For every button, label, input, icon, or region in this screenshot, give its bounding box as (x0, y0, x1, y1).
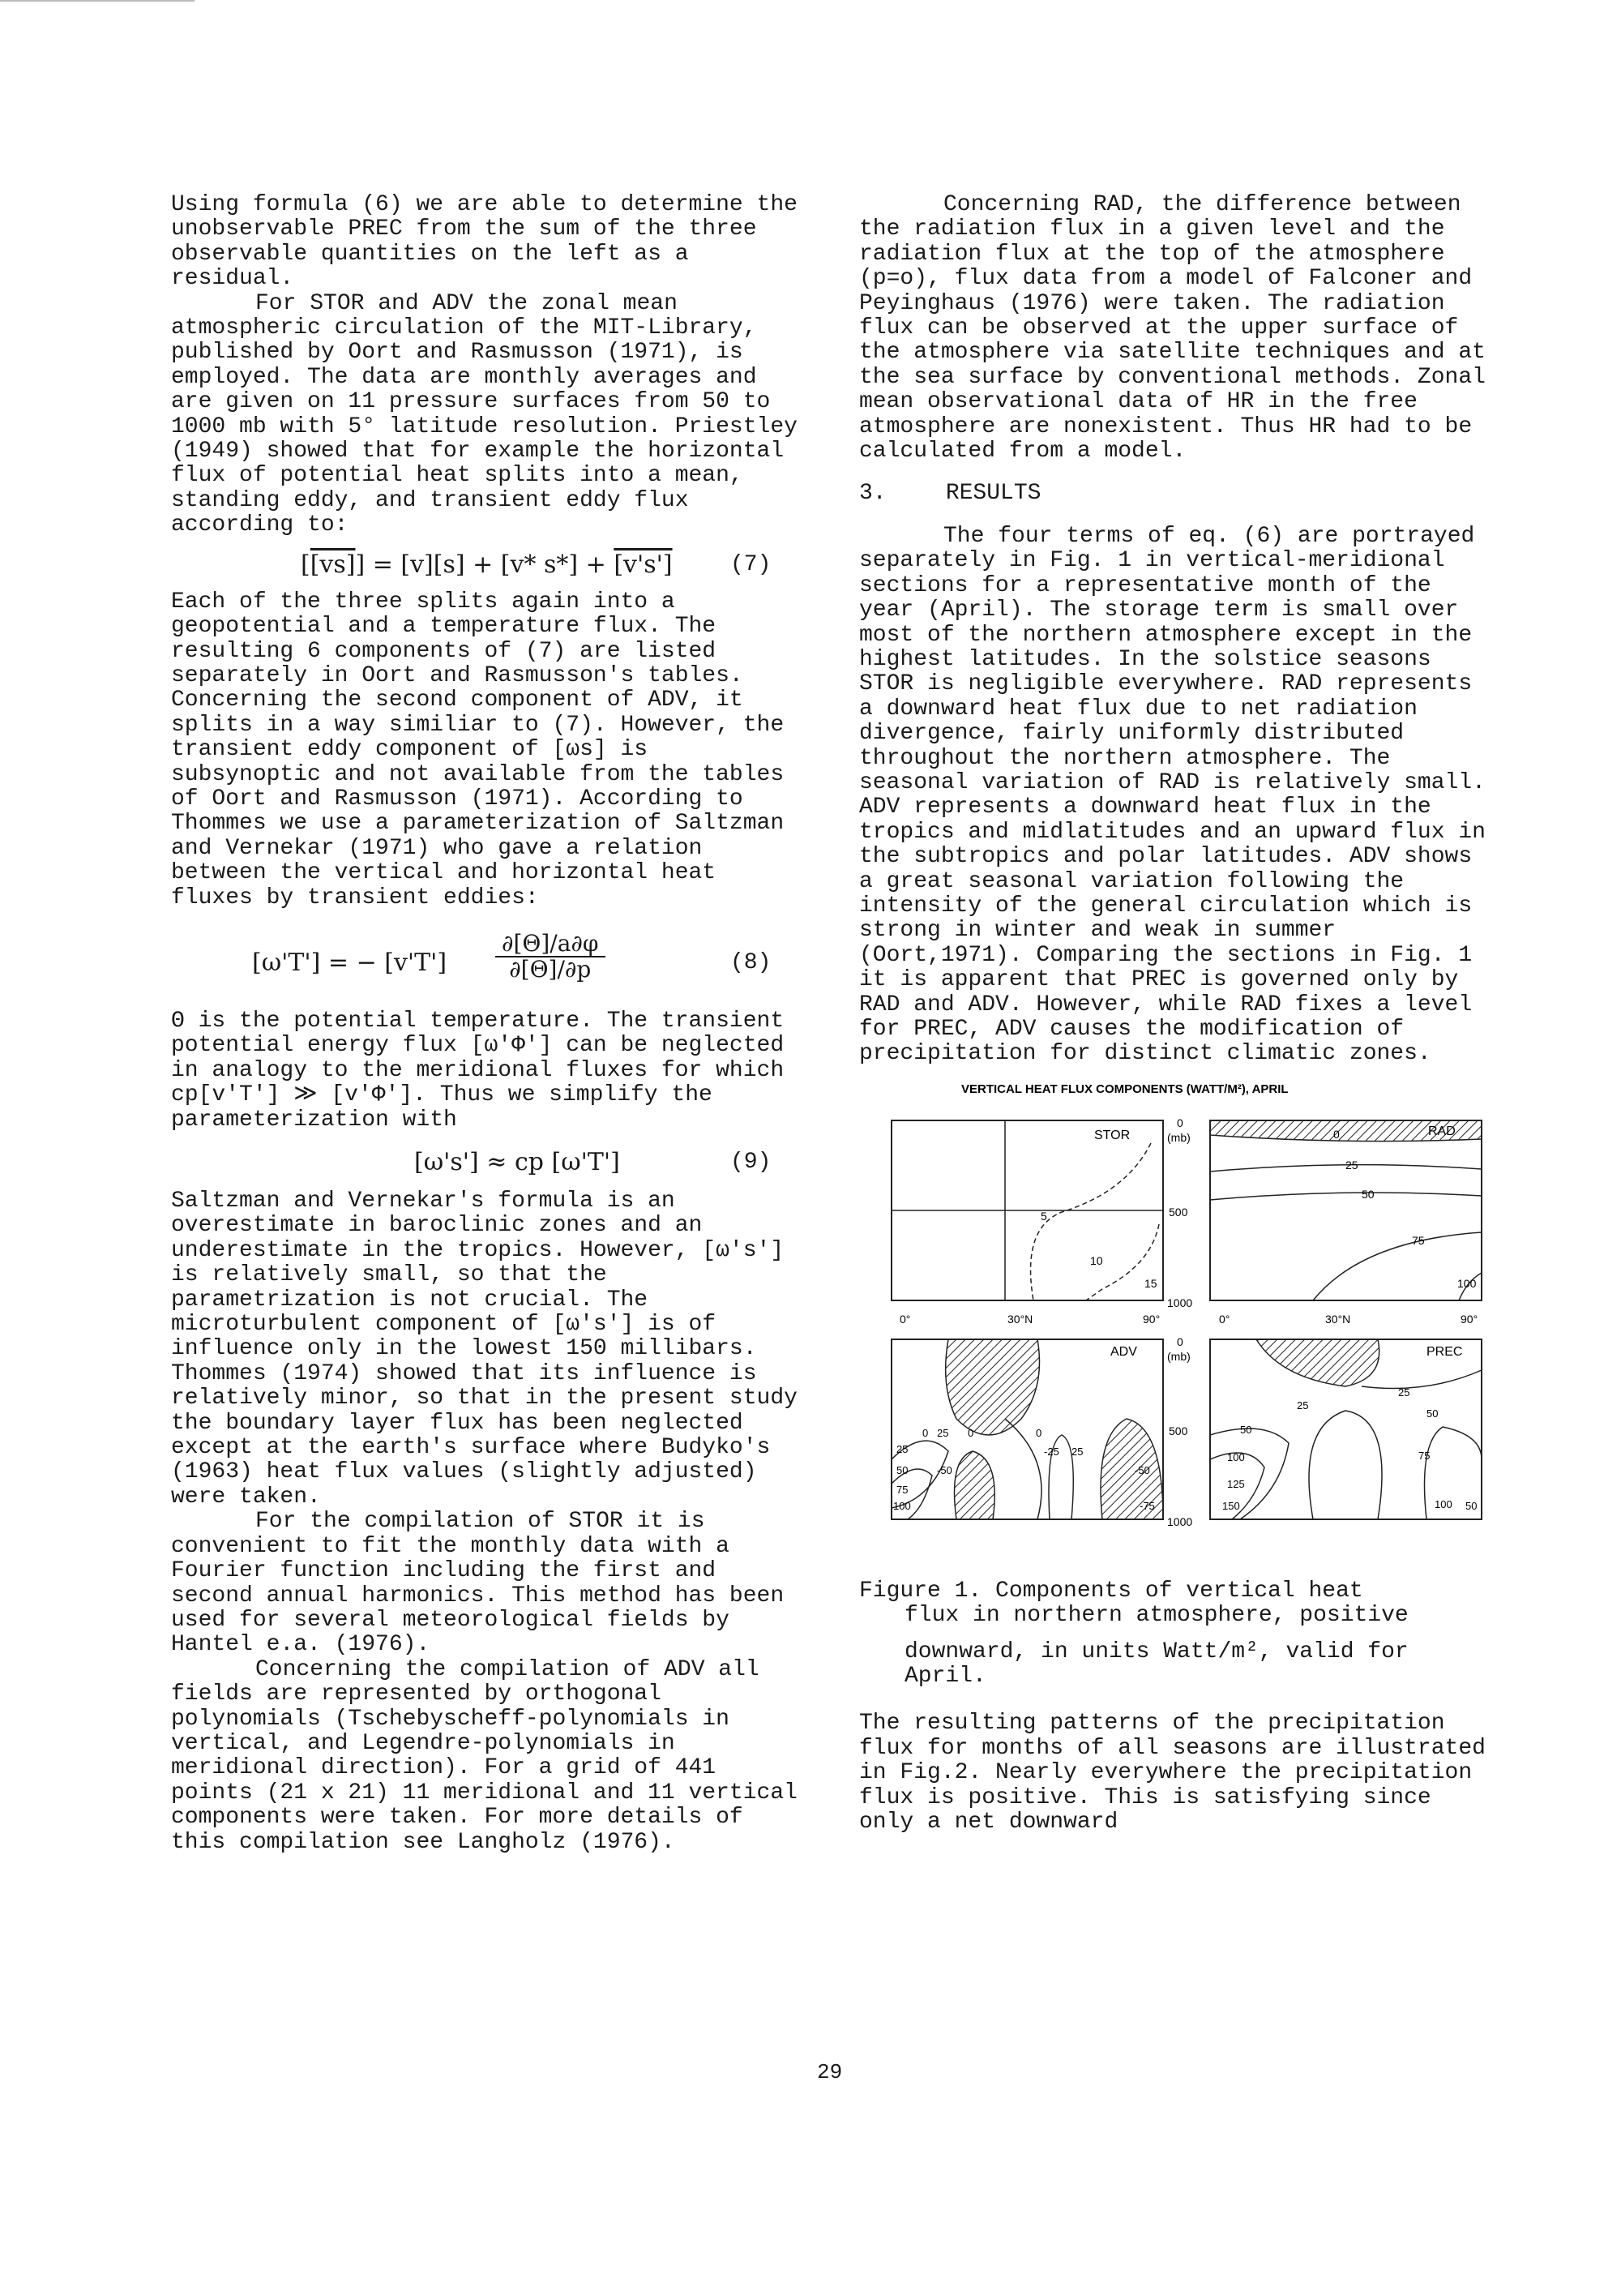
adv-contour-m75: -75 (1140, 1499, 1155, 1512)
figure-title: VERTICAL HEAT FLUX COMPONENTS (WATT/M²), APRIL (961, 1082, 1289, 1096)
panel-prec (1210, 1339, 1482, 1519)
equation-8 (171, 925, 805, 1001)
prec-contour-50b: 50 (1240, 1423, 1252, 1436)
stor-contour-10: 10 (1090, 1253, 1103, 1267)
adv-contour-m25a: -25 (1044, 1445, 1059, 1458)
section-number: 3. (859, 481, 887, 507)
stor-contour-15: 15 (1144, 1276, 1157, 1290)
section-title: RESULTS (945, 481, 1041, 507)
axis-unit-2: (mb) (1167, 1349, 1191, 1363)
axis-p-bottom-1: 1000 (1167, 1296, 1193, 1309)
prec-contour-75: 75 (1418, 1449, 1431, 1462)
axis-lat-30-2: 30°N (1325, 1312, 1351, 1326)
adv-contour-m50b: -50 (1135, 1463, 1150, 1476)
figure-caption-line-2: flux in northern atmosphere, positive (905, 1603, 1409, 1629)
panel-adv (892, 1339, 1163, 1519)
adv-contour-0b: 0 (968, 1426, 974, 1439)
eq9-body: [ω's'] ≈ cp [ω'T'] (414, 1148, 620, 1176)
equation-7-body: [[vs]] = [v][s] + [v* s*] + [v's'] (301, 550, 673, 579)
prec-contour-100b: 100 (1435, 1497, 1452, 1510)
rad-contour-75: 75 (1412, 1233, 1425, 1247)
paragraph-precipitation-patterns: The resulting patterns of the precipitation flux for months of all seasons are illustrated in Fig.2. Nearly everywhere the precipitation flux is positive. This is satisfying since only a net downward (859, 1711, 1486, 1836)
left-column (171, 193, 805, 1855)
axis-lat-90-2: 90° (1461, 1312, 1478, 1326)
eq8-numerator: ∂[Θ]/a∂φ (495, 932, 605, 957)
adv-contour-100: 100 (893, 1499, 911, 1512)
prec-contour-25b: 25 (1297, 1399, 1309, 1411)
axis-lat-30-1: 30°N (1007, 1312, 1033, 1326)
axis-lat-0-1: 0° (900, 1312, 911, 1326)
prec-contour-50c: 50 (1465, 1499, 1478, 1512)
axis-unit-1: (mb) (1167, 1130, 1191, 1144)
equation-7-number: (7) (730, 551, 772, 577)
figure-1 (859, 1078, 1493, 1565)
paragraph-saltzman: Saltzman and Vernekar's formula is an overestimate in baroclinic zones and an underestimate in the tropics. However, [ω's'] is relatively small, so that the parametrization is not crucial. The microturbulent component of [ω's'] is of influence only in the lowest 150 millibars. Thommes (1974) showed that its influence is relatively minor, so that in the present study the boundary layer flux has been neglected except at the earth's surface where Budyko's (1963) heat flux values (slightly adjusted) were taken. (171, 1189, 798, 1510)
eq8-denominator: ∂[Θ]/∂p (509, 956, 592, 983)
stor-contour-5: 5 (1041, 1209, 1047, 1223)
axis-p-mid-1: 500 (1169, 1205, 1188, 1219)
axis-p-mid-2: 500 (1169, 1424, 1188, 1437)
prec-contour-50a: 50 (1426, 1407, 1439, 1420)
rad-contour-50: 50 (1362, 1187, 1375, 1201)
equation-8-number: (8) (730, 949, 772, 975)
scan-edge-mark (0, 0, 195, 2)
panel-rad (1210, 1120, 1482, 1300)
adv-contour-50a: 50 (896, 1463, 909, 1476)
figure-caption-line-1: Figure 1. Components of vertical heat (859, 1578, 1363, 1604)
adv-contour-25a: 25 (937, 1426, 949, 1439)
stor-label: STOR (1094, 1128, 1131, 1142)
prec-contour-125: 125 (1227, 1477, 1245, 1490)
eq7-mean: [v][s] (400, 550, 465, 579)
axis-lat-90-1: 90° (1143, 1312, 1161, 1326)
paragraph-rad: Concerning RAD, the difference between the radiation flux in a given level and the radiation flux at the top of the atmosphere (p=o), flux data from a model of Falconer and Peyinghaus (1976) were taken. The radiation flux can be observed at the upper surface of the atmosphere via satellite techniques and at the sea surface by conventional methods. Zonal mean observational data of HR in the free atmosphere are nonexistent. Thus HR had to be calculated from a model. (859, 192, 1486, 465)
right-column (859, 193, 1493, 1835)
panel-stor (892, 1120, 1163, 1300)
paragraph-splits: Each of the three splits again into a geopotential and a temperature flux. The resulting 6 components of (7) are listed separately in Oort and Rasmusson's tables. Concerning the second component of ADV, it splits in a way similiar to (7). However, the transient eddy component of [ωs] is subsynoptic and not available from the tables of Oort and Rasmusson (1971). According to Thommes we use a parameterization of Saltzman and Vernekar (1971) who gave a relation between the vertical and horizontal heat fluxes by transient eddies: (171, 589, 785, 910)
prec-contour-150: 150 (1222, 1499, 1240, 1512)
section-heading-results (859, 482, 1493, 506)
prec-contour-100a: 100 (1227, 1450, 1245, 1463)
paragraph-stor-compilation: For the compilation of STOR it is convenient to fit the monthly data with a Fourier function including the first and second annual harmonics. This method has been used for several meteorological fields by Hantel e.a. (1976). (171, 1509, 785, 1658)
adv-contour-0c: 0 (1036, 1426, 1042, 1439)
eq8-lhs: [ω'T'] = − [v'T'] (252, 948, 447, 977)
rad-contour-25: 25 (1345, 1158, 1358, 1172)
prec-contour-25a: 25 (1398, 1386, 1410, 1399)
adv-contour-m50: -50 (937, 1463, 952, 1476)
paragraph-formula-6: Using formula (6) we are able to determine the unobservable PREC from the sum of the three observable quantities on the left as a residual. (171, 192, 798, 292)
adv-contour-m25b: 25 (1071, 1445, 1084, 1458)
adv-contour-0a: 0 (922, 1426, 929, 1439)
eq8-fraction (495, 929, 605, 983)
equation-9 (171, 1147, 805, 1183)
figure-caption (859, 1579, 1493, 1690)
equation-9-number: (9) (730, 1150, 772, 1175)
adv-label: ADV (1110, 1344, 1137, 1359)
figure-caption-line-4: April. (905, 1664, 986, 1690)
page-number: 29 (817, 2060, 843, 2084)
paragraph-stor-adv: For STOR and ADV the zonal mean atmospheric circulation of the MIT-Library, published by Oort and Rasmusson (1971), is employed. The data are monthly averages and are given on 11 pressure surfaces from 50 to 1000 mb with 5° latitude resolution. Priestley (1949) showed that for example the horizontal flux of potential heat splits into a mean, standing eddy, and transient eddy flux according to: (171, 290, 798, 538)
eq7-lhs: [vs] (310, 550, 356, 579)
adv-contour-75: 75 (896, 1483, 909, 1496)
paragraph-adv-compilation: Concerning the compilation of ADV all fields are represented by orthogonal polynomials (Tschebyscheff-polynomials in vertical, and Legendre-polynomials in meridional direction). For a grid of 441 points (21 x 21) 11 meridional and 11 vertical components were taken. For more details of this compilation see Langholz (1976). (171, 1656, 798, 1855)
paragraph-potential-temperature: Θ is the potential temperature. The transient potential energy flux [ω'Φ'] can be neglected in analogy to the meridional fluxes for which cp[v'T'] ≫ [v'Φ']. Thus we simplify the parameterization with (171, 1008, 785, 1133)
eq7-transient: [v's'] (614, 550, 673, 579)
eq7-standing: [v* s*] (500, 550, 579, 579)
figure-caption-line-3: downward, in units Watt/m², valid for (905, 1638, 1409, 1664)
rad-contour-100: 100 (1457, 1276, 1477, 1290)
paragraph-results: The four terms of eq. (6) are portrayed separately in Fig. 1 in vertical-meridional sections for a representative month of the year (April). The storage term is small over most of the northern atmosphere except in the highest latitudes. In the solstice seasons STOR is negligible everywhere. RAD represents a downward heat flux due to net radiation divergence, fairly uniformly distributed throughout the northern atmosphere. The seasonal variation of RAD is relatively small. ADV represents a downward heat flux in the tropics and midlatitudes and an upward flux in the subtropics and polar latitudes. ADV shows a great seasonal variation following the intensity of the general circulation which is strong in winter and weak in summer (Oort,1971). Comparing the sections in Fig. 1 it is apparent that PREC is governed only by RAD and ADV. However, while RAD fixes a level for PREC, ADV causes the modification of precipitation for distinct climatic zones. (859, 523, 1486, 1067)
axis-p-top-1: 0 (1177, 1116, 1183, 1129)
adv-contour-25b: 25 (896, 1442, 909, 1455)
rad-label: RAD (1428, 1124, 1456, 1138)
axis-p-bottom-2: 1000 (1167, 1514, 1193, 1528)
axis-lat-0-2: 0° (1219, 1312, 1230, 1326)
axis-p-top-2: 0 (1177, 1334, 1183, 1348)
equation-7 (171, 550, 805, 585)
rad-contour-0: 0 (1333, 1127, 1340, 1141)
prec-label: PREC (1426, 1344, 1463, 1359)
